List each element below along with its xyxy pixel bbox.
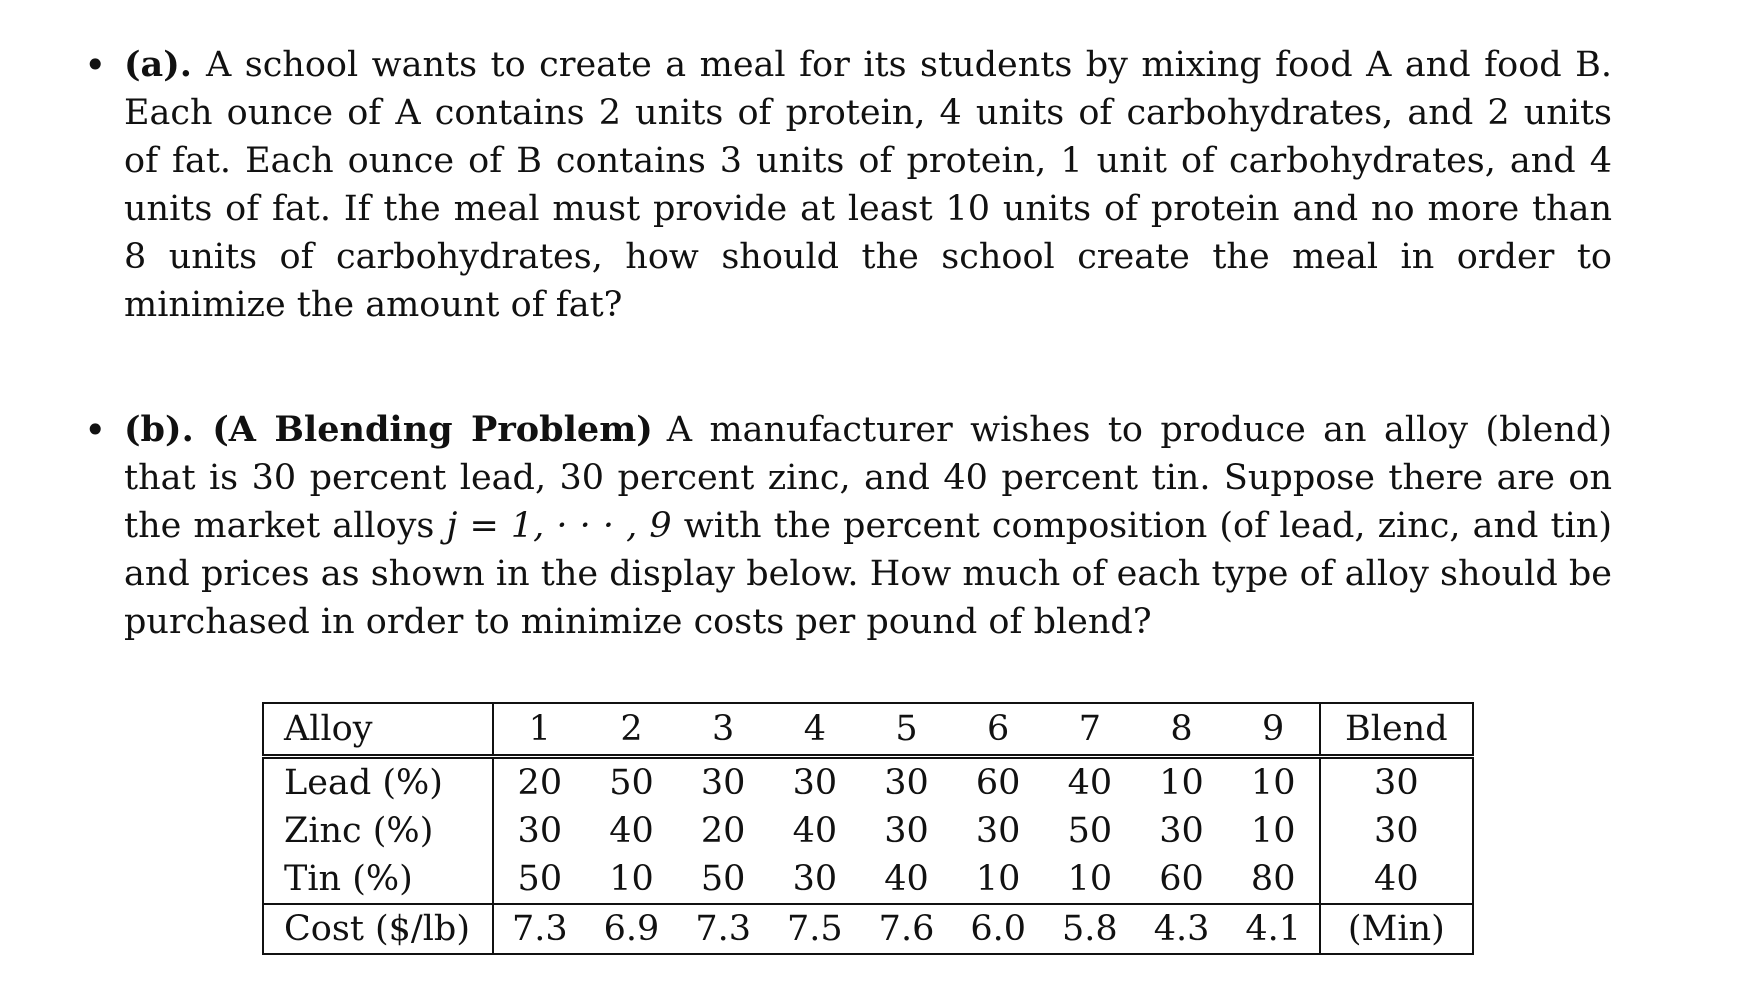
value-cell: 30 (884, 763, 929, 803)
value-cell: 30 (792, 763, 838, 803)
row-label-cell: Cost ($/lb) (263, 904, 493, 954)
value-cell: 40 (1067, 763, 1113, 803)
part-b-math: j = 1, · · · , 9 (446, 506, 672, 546)
alloy-number-cell: 4 (769, 703, 861, 757)
value-cell: 60 (1159, 859, 1204, 899)
value-cell: 80 (1250, 859, 1296, 899)
part-b-paragraph (124, 406, 1612, 646)
blend-value-cell: (Min) (1320, 904, 1473, 954)
blend-header-cell: Blend (1320, 703, 1473, 757)
table-row (263, 757, 1473, 808)
value-cell: 40 (884, 859, 929, 899)
table-row (263, 904, 1473, 954)
value-cell: 30 (884, 811, 929, 851)
value-cell: 50 (1067, 811, 1113, 851)
part-a-label: (a). (124, 44, 192, 85)
alloy-table (262, 702, 1474, 955)
alloy-number-cell: 7 (1044, 703, 1136, 757)
value-cell: 30 (1159, 811, 1204, 851)
part-b (80, 406, 1620, 646)
value-cell: 7.3 (493, 904, 586, 954)
alloy-number-cell: 8 (1136, 703, 1228, 757)
bullet-b: • (84, 408, 107, 452)
value-cell: 6.9 (586, 904, 678, 954)
blend-value-cell: 30 (1320, 757, 1473, 808)
value-cell: 30 (700, 763, 746, 803)
alloy-number-cell: 9 (1227, 703, 1320, 757)
value-cell: 7.6 (861, 904, 953, 954)
alloy-number-cell: 6 (952, 703, 1044, 757)
blend-value-cell: 30 (1320, 807, 1473, 855)
value-cell: 6.0 (952, 904, 1044, 954)
value-cell: 4.3 (1136, 904, 1228, 954)
value-cell: 10 (975, 859, 1021, 899)
alloy-number-cell: 1 (493, 703, 586, 757)
part-b-text-1: A manufacturer wishes to produce an alloy (blend) that is 30 percent lead, 30 percent zinc, and 40 percent tin. Suppose there are on the market alloys (124, 410, 1612, 546)
value-cell: 20 (700, 811, 746, 851)
part-a (80, 41, 1620, 329)
value-cell: 50 (609, 763, 654, 803)
value-cell: 4.1 (1227, 904, 1320, 954)
value-cell: 40 (792, 811, 838, 851)
row-label-cell: Tin (%) (263, 855, 493, 904)
part-a-text: A school wants to create a meal for its students by mixing food A and food B. Each ounce of A contains 2 units of protein, 4 units of carbohydrates, and 2 units of fat. Each ounce of B contains 3 units of protein, 1 unit of carbohydrates, and 4 units of fat. If the meal must provide at least 10 units of protein and no more than 8 units of carbohydrates, how should the school create the meal in order to minimize the amount of fat? (124, 45, 1612, 325)
table-header-row (263, 703, 1473, 757)
alloy-number-cell: 2 (586, 703, 678, 757)
value-cell: 30 (517, 811, 563, 851)
value-cell: 30 (975, 811, 1021, 851)
blend-value-cell: 40 (1320, 855, 1473, 904)
value-cell: 7.3 (677, 904, 769, 954)
value-cell: 5.8 (1044, 904, 1136, 954)
value-cell: 50 (517, 859, 563, 899)
value-cell: 10 (1250, 811, 1296, 851)
value-cell: 20 (517, 763, 563, 803)
part-b-text-2: with the percent composition (of lead, zinc, and tin) and prices as shown in the display below. How much of each type of alloy should be purchased in order to minimize costs per pound of blend? (124, 506, 1612, 642)
alloy-number-cell: 5 (861, 703, 953, 757)
value-cell: 60 (975, 763, 1021, 803)
bullet-a: • (84, 43, 107, 87)
part-b-label: (b). (A Blending Problem) (124, 409, 653, 450)
value-cell: 30 (792, 859, 838, 899)
alloy-number-cell: 3 (677, 703, 769, 757)
part-a-paragraph (124, 41, 1612, 329)
value-cell: 7.5 (769, 904, 861, 954)
value-cell: 50 (700, 859, 746, 899)
row-label-cell: Lead (%) (263, 757, 493, 808)
table-row (263, 855, 1473, 904)
row-label-cell: Zinc (%) (263, 807, 493, 855)
value-cell: 10 (1250, 763, 1296, 803)
value-cell: 10 (609, 859, 654, 899)
value-cell: 10 (1159, 763, 1204, 803)
value-cell: 40 (609, 811, 654, 851)
alloy-table-wrapper (262, 702, 1474, 955)
table-row (263, 807, 1473, 855)
value-cell: 10 (1067, 859, 1113, 899)
header-label-cell: Alloy (263, 703, 493, 757)
